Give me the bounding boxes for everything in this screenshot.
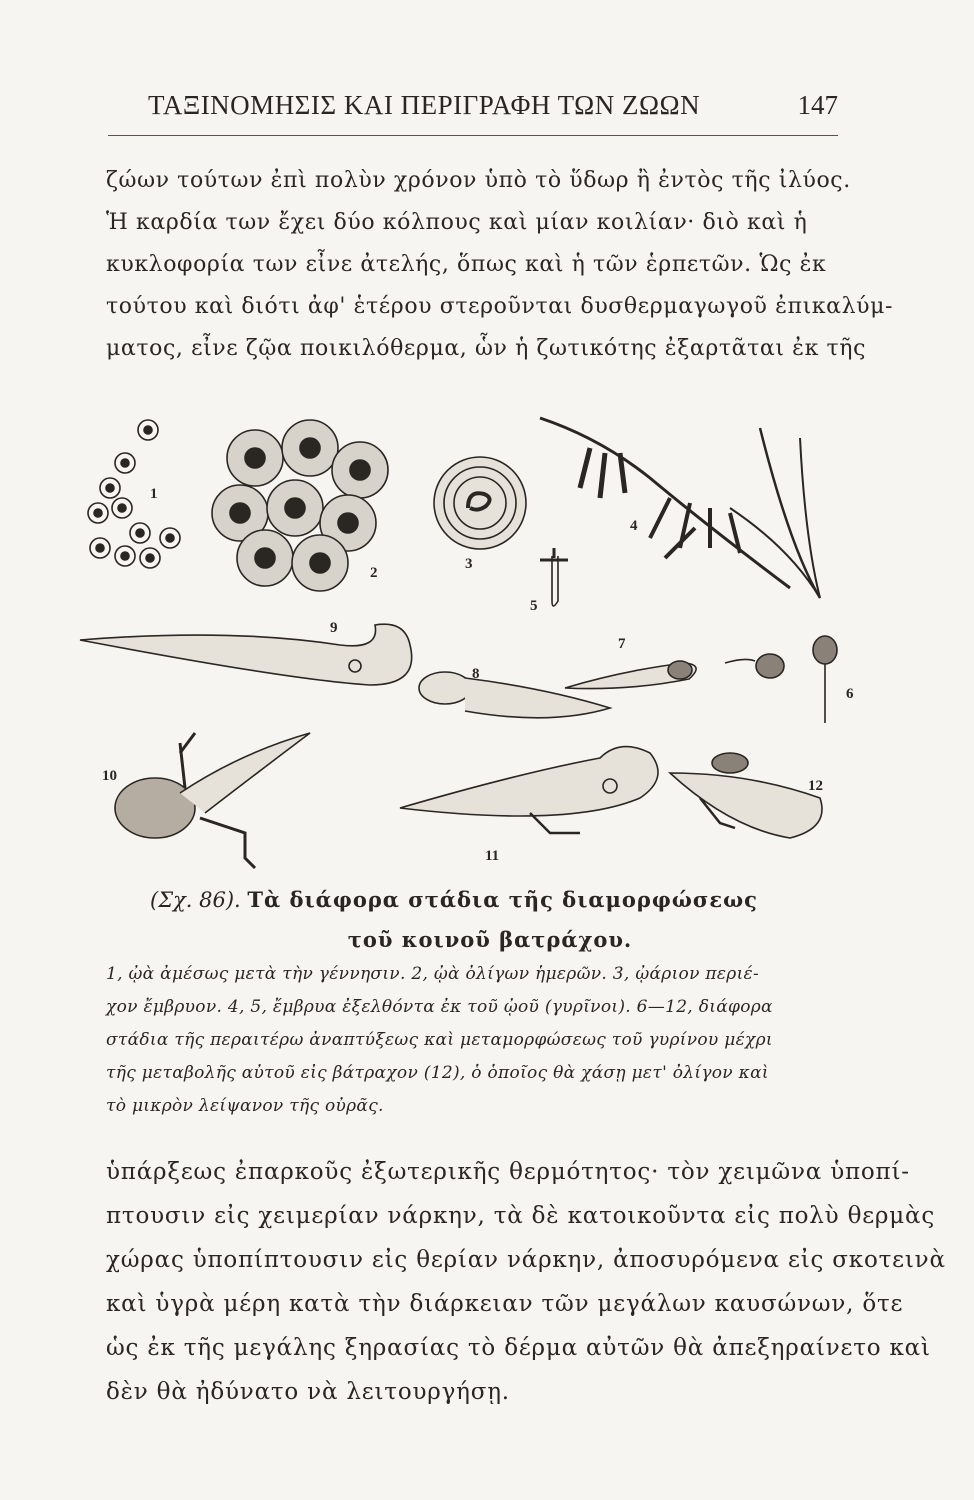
paragraph-top xyxy=(106,160,894,370)
page-header xyxy=(108,90,838,130)
eggs-fresh-illustration xyxy=(88,420,180,568)
tadpole-stage-7-illustration xyxy=(565,661,696,689)
caption-line: 1, ᾠὰ ἀμέσως μετὰ τὴν γέννησιν. 2, ᾠὰ ὀλίγων ἡμερῶν. 3, ᾠάριον περιέ- xyxy=(106,964,760,984)
frog-development-figure xyxy=(70,408,870,878)
caption-line: τῆς μεταβολῆς αὐτοῦ εἰς βάτραχον (12), ὁ ὁποῖος θὰ χάσῃ μετ' ὀλίγον καὶ xyxy=(106,1063,769,1083)
header-rule xyxy=(108,135,838,136)
caption-line: τὸ μικρὸν λείψανον τῆς οὐρᾶς. xyxy=(106,1096,384,1116)
figure-caption-title xyxy=(150,880,830,960)
tadpole-stage-9-illustration xyxy=(80,624,412,685)
caption-title-line-1: Τὰ διάφορα στάδια τῆς διαμορφώσεως xyxy=(247,887,758,912)
caption-line: στάδια τῆς περαιτέρω ἀναπτύξεως καὶ μεταμορφώσεως τοῦ γυρίνου μέχρι xyxy=(106,1030,773,1050)
text-line: ματος, εἶνε ζῷα ποικιλόθερμα, ὧν ἡ ζωτικότης ἐξαρτᾶται ἐκ τῆς xyxy=(106,336,866,361)
figure-label-8: 8 xyxy=(472,666,480,682)
tadpoles-on-plant-illustration xyxy=(540,418,820,598)
figure-reference: (Σχ. 86). xyxy=(150,888,241,912)
paragraph-bottom xyxy=(106,1150,946,1414)
caption-line: χον ἔμβρυον. 4, 5, ἔμβρυα ἐξελθόντα ἐκ τοῦ ᾠοῦ (γυρῖνοι). 6—12, διάφορα xyxy=(106,997,773,1017)
figure-label-12: 12 xyxy=(808,778,823,794)
figure-label-5: 5 xyxy=(530,598,538,614)
running-title: ΤΑΞΙΝΟΜΗΣΙΣ ΚΑΙ ΠΕΡΙΓΡΑΦΗ ΤΩΝ ΖΩΩΝ xyxy=(148,90,701,120)
egg-embryo-illustration xyxy=(434,457,526,549)
figure-label-9: 9 xyxy=(330,620,338,636)
froglet-stage-12-illustration xyxy=(670,753,822,838)
text-line: ζώων τούτων ἐπὶ πολὺν χρόνον ὑπὸ τὸ ὕδωρ ἢ ἐντὸς τῆς ἰλύος. xyxy=(106,168,851,193)
figure-label-2: 2 xyxy=(370,565,378,581)
embryo-small-illustration xyxy=(540,548,568,606)
tadpole-stage-8-illustration xyxy=(419,672,610,718)
text-line: κυκλοφορία των εἶνε ἀτελής, ὅπως καὶ ἡ τῶν ἑρπετῶν. Ὡς ἐκ xyxy=(106,252,827,277)
text-line: Ἡ καρδία των ἔχει δύο κόλπους καὶ μίαν κοιλίαν· διὸ καὶ ἡ xyxy=(106,210,808,235)
text-line: καὶ ὑγρὰ μέρη κατὰ τὴν διάρκειαν τῶν μεγάλων καυσώνων, ὅτε xyxy=(106,1291,904,1317)
young-tadpoles-illustration xyxy=(725,636,837,723)
text-line: χώρας ὑποπίπτουσιν εἰς θερίαν νάρκην, ἀποσυρόμενα εἰς σκοτεινὰ xyxy=(106,1247,946,1273)
figure-label-1: 1 xyxy=(150,486,158,502)
froglet-stage-10-illustration xyxy=(115,733,310,868)
figure-label-3: 3 xyxy=(465,556,473,572)
page-number: 147 xyxy=(797,90,838,120)
text-line: πτουσιν εἰς χειμερίαν νάρκην, τὰ δὲ κατοικοῦντα εἰς πολὺ θερμὰς xyxy=(106,1203,936,1229)
text-line: δὲν θὰ ἠδύνατο νὰ λειτουργήσῃ. xyxy=(106,1379,510,1405)
tadpole-stage-11-illustration xyxy=(400,747,658,833)
eggs-days-old-illustration xyxy=(212,420,388,591)
text-line: ὑπάρξεως ἐπαρκοῦς ἐξωτερικῆς θερμότητος· τὸν χειμῶνα ὑποπί- xyxy=(106,1159,910,1185)
caption-title-line-2: τοῦ κοινοῦ βατράχου. xyxy=(347,927,633,952)
figure-label-4: 4 xyxy=(630,518,638,534)
figure-illustration xyxy=(70,408,870,878)
figure-label-6: 6 xyxy=(846,686,854,702)
figure-caption-text xyxy=(106,958,851,1123)
figure-label-7: 7 xyxy=(618,636,626,652)
text-line: ὡς ἐκ τῆς μεγάλης ξηρασίας τὸ δέρμα αὐτῶν θὰ ἀπεξηραίνετο καὶ xyxy=(106,1335,931,1361)
figure-label-10: 10 xyxy=(102,768,117,784)
text-line: τούτου καὶ διότι ἀφ' ἑτέρου στεροῦνται δυσθερμαγωγοῦ ἐπικαλύμ- xyxy=(106,294,894,319)
figure-label-11: 11 xyxy=(485,848,500,864)
